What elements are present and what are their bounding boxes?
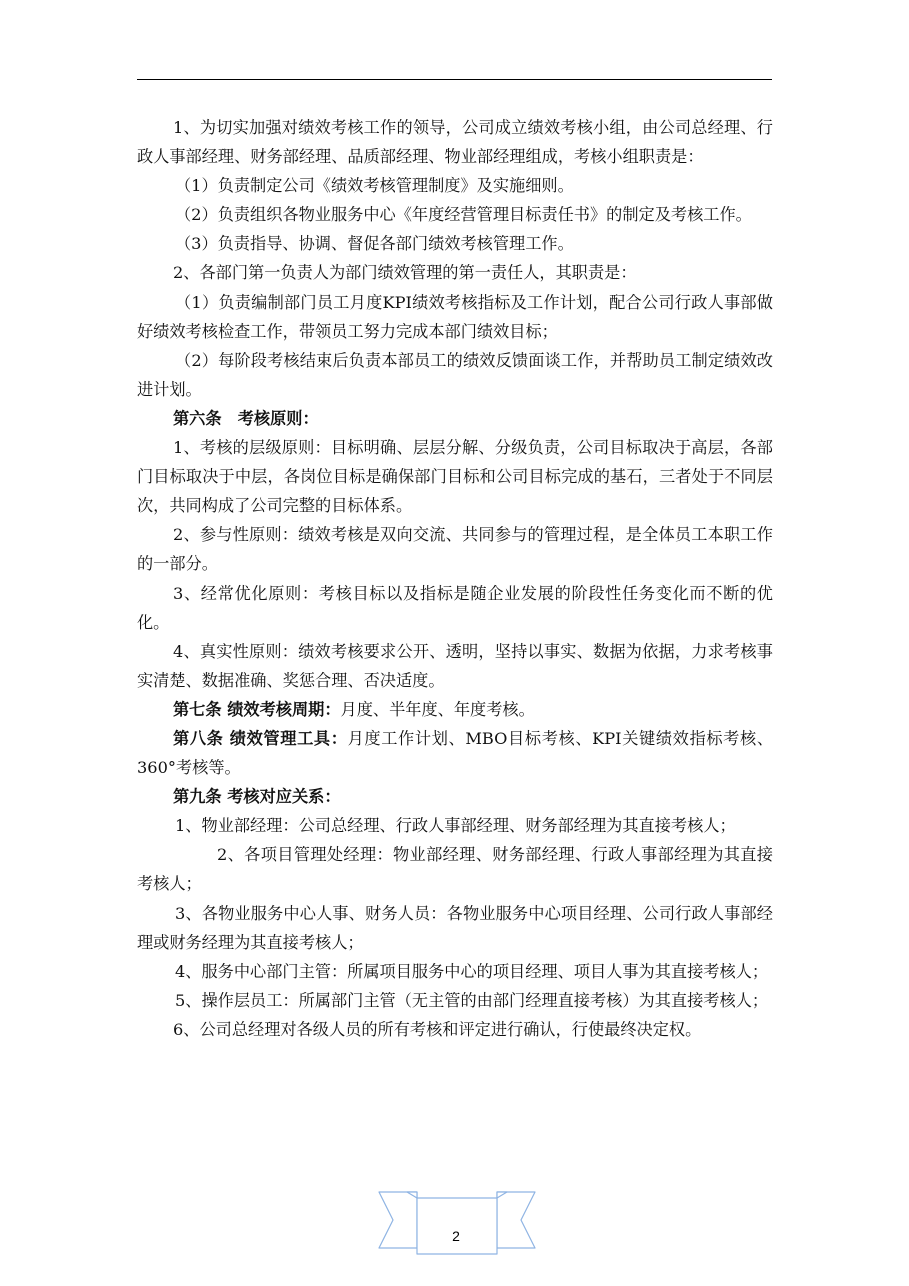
paragraph-6: （1）负责编制部门员工月度KPI绩效考核指标及工作计划，配合公司行政人事部做好绩效考核检查工作，带领员工努力完成本部门绩效目标； bbox=[137, 292, 773, 341]
paragraph-2: （1）负责制定公司《绩效考核管理制度》及实施细则。 bbox=[175, 176, 574, 196]
paragraph-1: 1、为切实加强对绩效考核工作的领导，公司成立绩效考核小组，由公司总经理、行政人事部经理、财务部经理、品质部经理、物业部经理组成，考核小组职责是： bbox=[137, 118, 773, 167]
article-6-heading: 第六条 考核原则： bbox=[173, 408, 319, 428]
article-7-text: 月度、半年度、年度考核。 bbox=[340, 699, 535, 719]
article-9-heading: 第九条 考核对应关系： bbox=[173, 787, 341, 807]
paragraph-3: （2）负责组织各物业服务中心《年度经营管理目标责任书》的制定及考核工作。 bbox=[175, 205, 752, 225]
ribbon-right-tail bbox=[497, 1192, 535, 1248]
article-6-item-3: 3、经常优化原则：考核目标以及指标是随企业发展的阶段性任务变化而不断的优化。 bbox=[137, 583, 773, 632]
article-9-item-6: 6、公司总经理对各级人员的所有考核和评定进行确认，行使最终决定权。 bbox=[173, 1019, 702, 1039]
article-8-text: 月度工作计划、MBO目标考核、KPI关键绩效指标考核、360°考核等。 bbox=[137, 728, 774, 778]
article-7 bbox=[137, 695, 773, 724]
paragraph-7: （2）每阶段考核结束后负责本部员工的绩效反馈面谈工作，并帮助员工制定绩效改进计划。 bbox=[137, 350, 773, 399]
article-6-item-1: 1、考核的层级原则：目标明确、层层分解、分级负责，公司目标取决于高层，各部门目标取决于中层，各岗位目标是确保部门目标和公司目标完成的基石，三者处于不同层次，共同构成了公司完整的目标体系。 bbox=[137, 438, 773, 516]
paragraph-5: 2、各部门第一负责人为部门绩效管理的第一责任人，其职责是： bbox=[173, 263, 637, 283]
ribbon-left-tail bbox=[379, 1192, 417, 1248]
article-8 bbox=[137, 724, 773, 782]
article-7-label: 第七条 绩效考核周期： bbox=[173, 699, 341, 719]
page-number: 2 bbox=[452, 1228, 460, 1244]
article-9-item-3: 3、各物业服务中心人事、财务人员：各物业服务中心项目经理、公司行政人事部经理或财务经理为其直接考核人； bbox=[137, 903, 773, 952]
article-9-item-2: 2、各项目管理处经理：物业部经理、财务部经理、行政人事部经理为其直接考核人； bbox=[137, 845, 773, 894]
article-9-item-5: 5、操作层员工：所属部门主管（无主管的由部门经理直接考核）为其直接考核人； bbox=[175, 990, 769, 1010]
article-6-item-2: 2、参与性原则：绩效考核是双向交流、共同参与的管理过程，是全体员工本职工作的一部分。 bbox=[137, 525, 773, 574]
paragraph-4: （3）负责指导、协调、督促各部门绩效考核管理工作。 bbox=[175, 234, 574, 254]
article-6-item-4: 4、真实性原则：绩效考核要求公开、透明，坚持以事实、数据为依据，力求考核事实清楚、数据准确、奖惩合理、否决适度。 bbox=[137, 641, 773, 690]
article-8-label: 第八条 绩效管理工具： bbox=[173, 728, 348, 748]
article-9-item-1: 1、物业部经理：公司总经理、行政人事部经理、财务部经理为其直接考核人； bbox=[175, 816, 736, 836]
header-rule bbox=[137, 79, 772, 80]
document-body bbox=[137, 113, 773, 1044]
article-9-item-4: 4、服务中心部门主管：所属项目服务中心的项目经理、项目人事为其直接考核人； bbox=[175, 961, 769, 981]
